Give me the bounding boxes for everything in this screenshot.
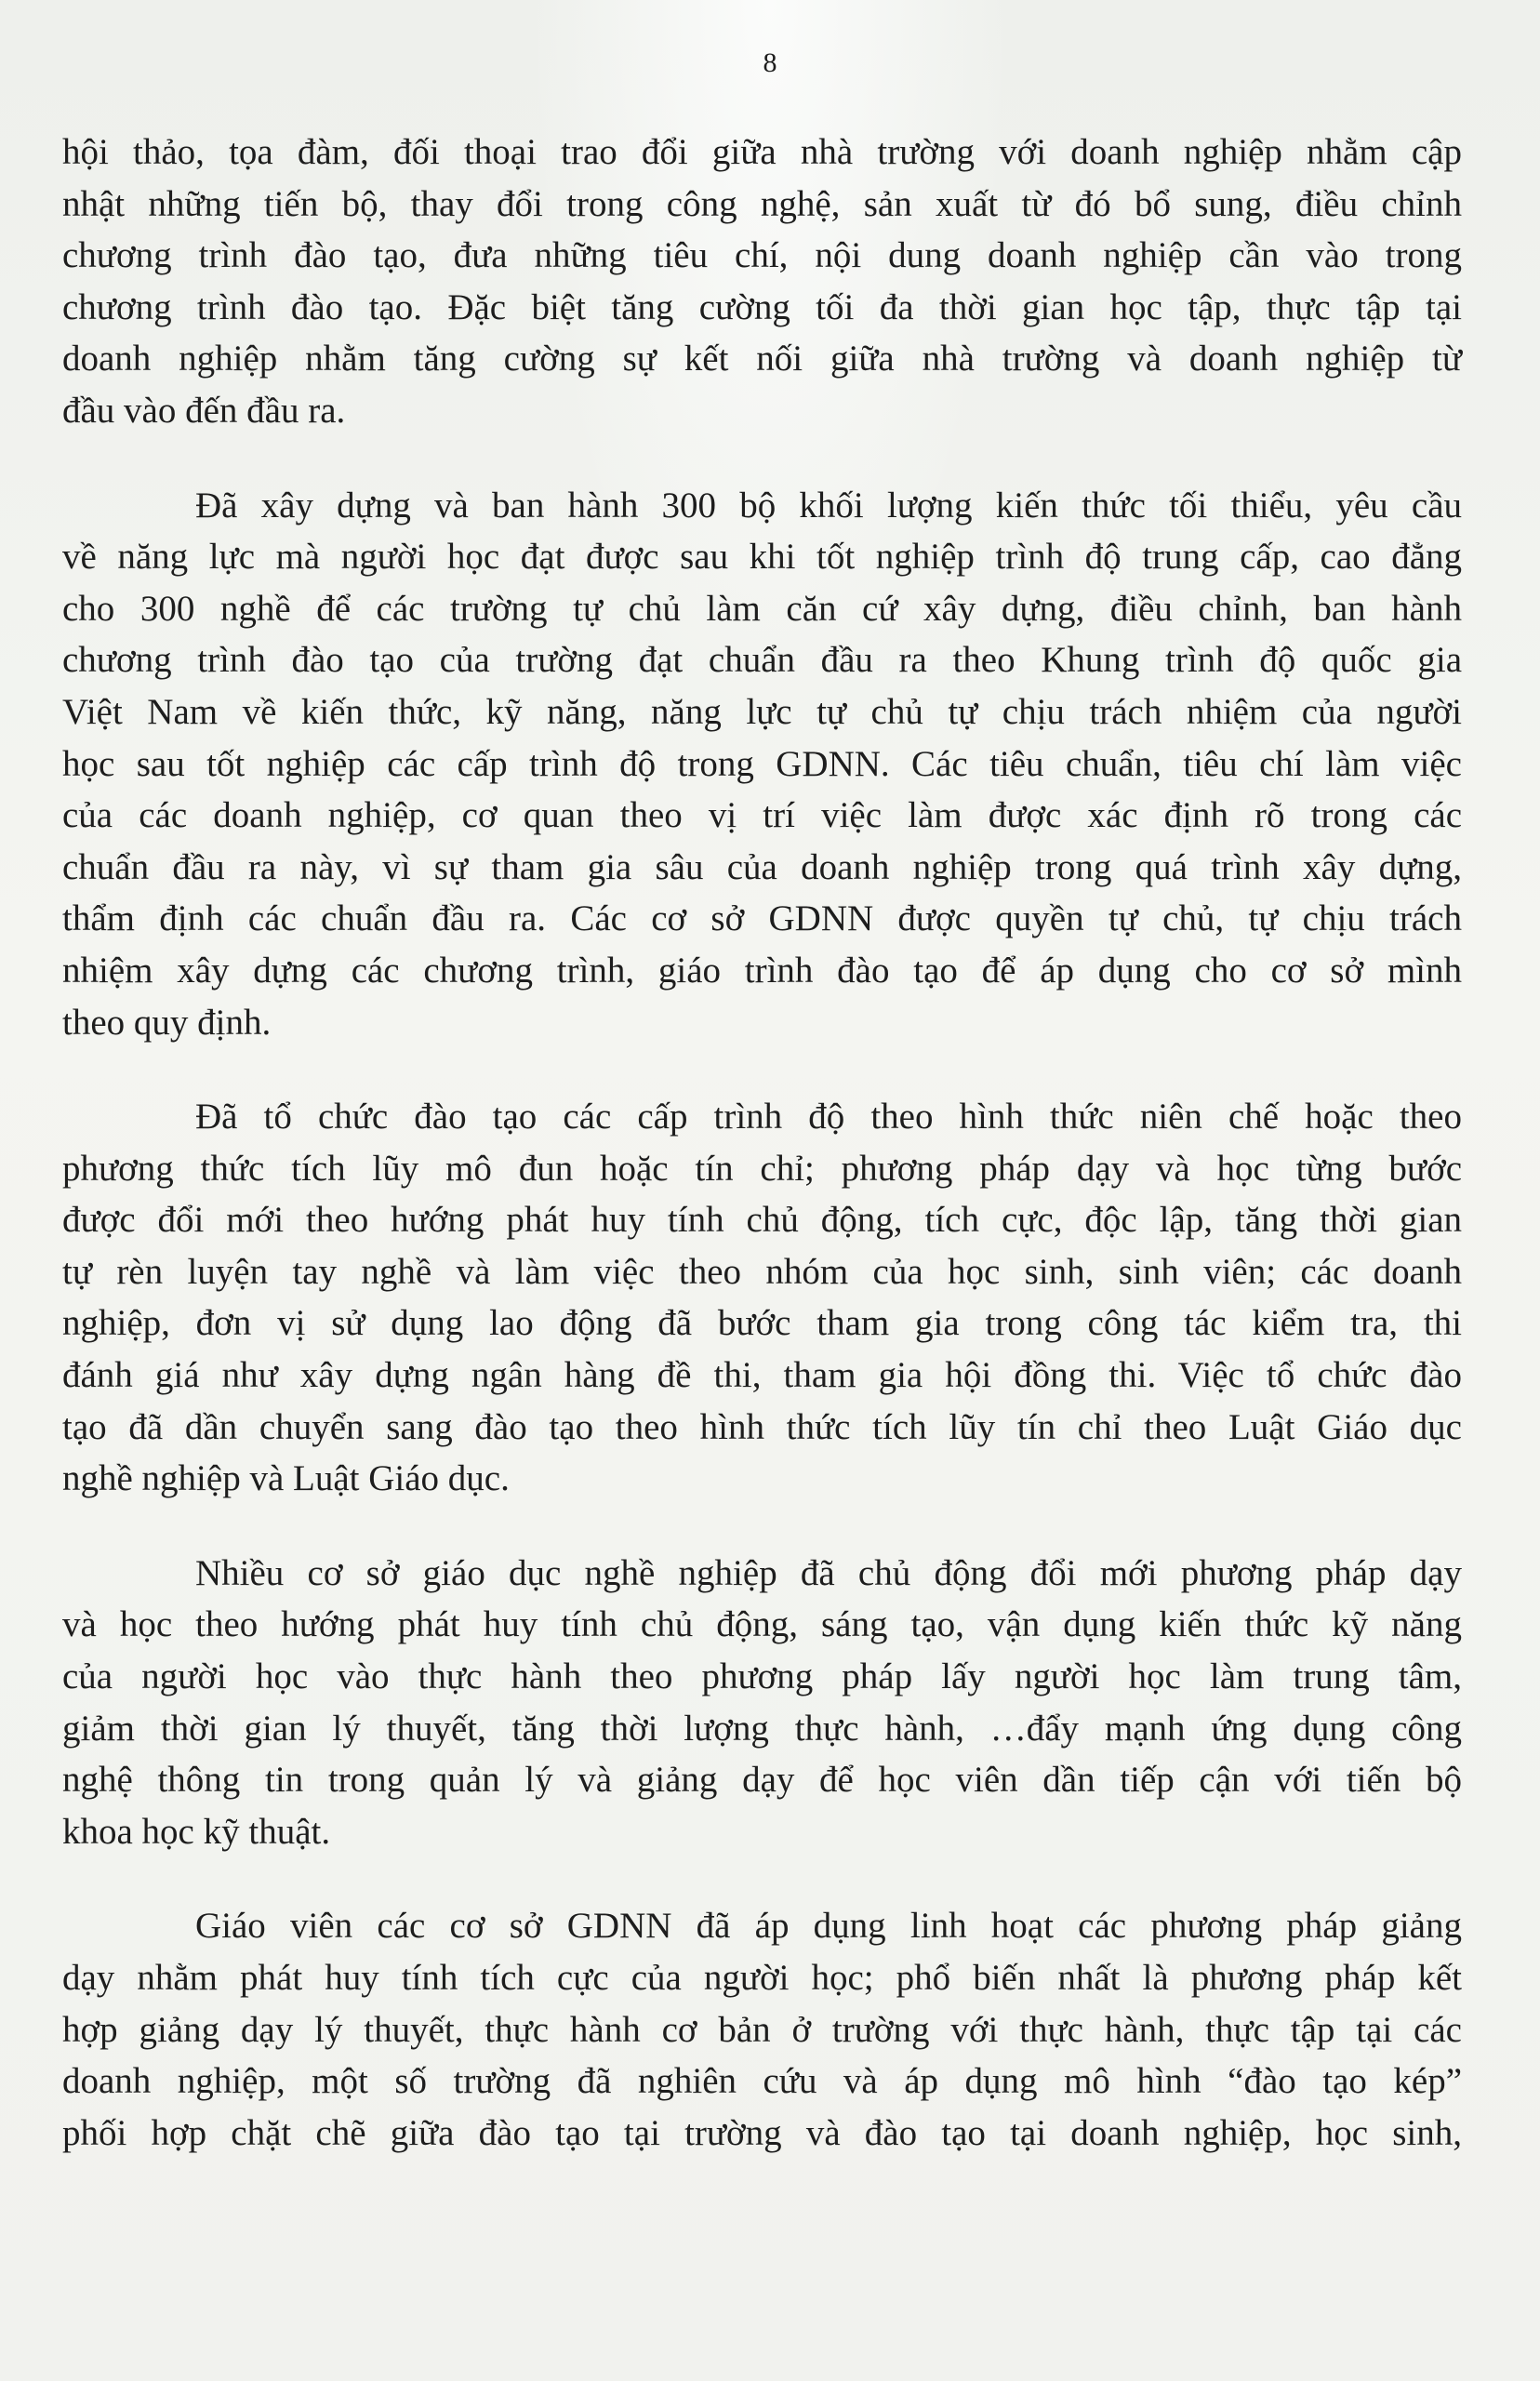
text-line: học sau tốt nghiệp các cấp trình độ trong GDNN. Các tiêu chuẩn, tiêu chí làm việc xyxy=(62,743,1462,784)
body-text xyxy=(62,126,1462,2159)
text-line: được đổi mới theo hướng phát huy tính chủ động, tích cực, độc lập, tăng thời gian xyxy=(62,1200,1462,1241)
text-line: Đã tổ chức đào tạo các cấp trình độ theo hình thức niên chế hoặc theo xyxy=(195,1097,1462,1137)
text-line: doanh nghiệp nhằm tăng cường sự kết nối giữa nhà trường và doanh nghiệp từ xyxy=(62,339,1462,379)
text-line: nghề nghiệp và Luật Giáo dục. xyxy=(62,1458,510,1499)
text-line: nghệ thông tin trong quản lý và giảng dạy để học viên dần tiếp cận với tiến bộ xyxy=(62,1760,1462,1801)
text-line: dạy nhằm phát huy tính tích cực của người học; phổ biến nhất là phương pháp kết xyxy=(62,1958,1462,1998)
text-line: cho 300 nghề để các trường tự chủ làm căn cứ xây dựng, điều chỉnh, ban hành xyxy=(62,588,1462,629)
text-line: chương trình đào tạo của trường đạt chuẩn đầu ra theo Khung trình độ quốc gia xyxy=(62,640,1462,681)
text-line: hợp giảng dạy lý thuyết, thực hành cơ bản ở trường với thực hành, thực tập tại các xyxy=(62,2009,1462,2050)
text-line: chuẩn đầu ra này, vì sự tham gia sâu của doanh nghiệp trong quá trình xây dựng, xyxy=(62,846,1462,887)
text-line: của các doanh nghiệp, cơ quan theo vị trí việc làm được xác định rõ trong các xyxy=(62,795,1462,836)
paragraph-gap xyxy=(62,1505,1462,1548)
text-line: hội thảo, tọa đàm, đối thoại trao đổi giữa nhà trường với doanh nghiệp nhằm cập xyxy=(62,132,1462,172)
text-line: phương thức tích lũy mô đun hoặc tín chỉ; phương pháp dạy và học từng bước xyxy=(62,1148,1462,1189)
text-line: Việt Nam về kiến thức, kỹ năng, năng lực tự chủ tự chịu trách nhiệm của người xyxy=(62,691,1462,732)
text-line: nhật những tiến bộ, thay đổi trong công nghệ, sản xuất từ đó bổ sung, điều chỉnh xyxy=(62,183,1462,224)
text-line: tạo đã dần chuyển sang đào tạo theo hình thức tích lũy tín chỉ theo Luật Giáo dục xyxy=(62,1406,1462,1447)
text-line: doanh nghiệp, một số trường đã nghiên cứu và áp dụng mô hình “đào tạo kép” xyxy=(62,2061,1462,2102)
paragraph xyxy=(62,1548,1462,1858)
text-line: Giáo viên các cơ sở GDNN đã áp dụng linh hoạt các phương pháp giảng xyxy=(195,1906,1462,1947)
text-line: giảm thời gian lý thuyết, tăng thời lượng thực hành, …đẩy mạnh ứng dụng công xyxy=(62,1708,1462,1749)
text-line: phối hợp chặt chẽ giữa đào tạo tại trường và đào tạo tại doanh nghiệp, học sinh, xyxy=(62,2112,1462,2153)
text-line: theo quy định. xyxy=(62,1002,272,1043)
paragraph xyxy=(62,1900,1462,2159)
paragraph-gap xyxy=(62,437,1462,480)
paragraph xyxy=(62,480,1462,1049)
text-line: đầu vào đến đầu ra. xyxy=(62,390,346,431)
paragraph xyxy=(62,1091,1462,1505)
paragraph xyxy=(62,126,1462,437)
text-line: chương trình đào tạo. Đặc biệt tăng cường tối đa thời gian học tập, thực tập tại xyxy=(62,286,1462,327)
text-line: khoa học kỹ thuật. xyxy=(62,1811,331,1852)
text-line: của người học vào thực hành theo phương pháp lấy người học làm trung tâm, xyxy=(62,1656,1462,1697)
page-number: 8 xyxy=(763,47,777,78)
text-line: nghiệp, đơn vị sử dụng lao động đã bước tham gia trong công tác kiểm tra, thi xyxy=(62,1303,1462,1344)
text-line: tự rèn luyện tay nghề và làm việc theo nhóm của học sinh, sinh viên; các doanh xyxy=(62,1251,1462,1292)
text-line: và học theo hướng phát huy tính chủ động, sáng tạo, vận dụng kiến thức kỹ năng xyxy=(62,1604,1462,1645)
text-line: thẩm định các chuẩn đầu ra. Các cơ sở GDNN được quyền tự chủ, tự chịu trách xyxy=(62,898,1462,939)
text-line: nhiệm xây dựng các chương trình, giáo trình đào tạo để áp dụng cho cơ sở mình xyxy=(62,950,1462,991)
text-line: Nhiều cơ sở giáo dục nghề nghiệp đã chủ động đổi mới phương pháp dạy xyxy=(195,1552,1462,1593)
text-line: đánh giá như xây dựng ngân hàng đề thi, tham gia hội đồng thi. Việc tổ chức đào xyxy=(62,1355,1462,1396)
text-line: về năng lực mà người học đạt được sau khi tốt nghiệp trình độ trung cấp, cao đẳng xyxy=(62,537,1462,578)
paragraph-gap xyxy=(62,1857,1462,1900)
text-line: chương trình đào tạo, đưa những tiêu chí, nội dung doanh nghiệp cần vào trong xyxy=(62,235,1462,276)
text-line: Đã xây dựng và ban hành 300 bộ khối lượng kiến thức tối thiểu, yêu cầu xyxy=(195,485,1462,525)
paragraph-gap xyxy=(62,1048,1462,1091)
